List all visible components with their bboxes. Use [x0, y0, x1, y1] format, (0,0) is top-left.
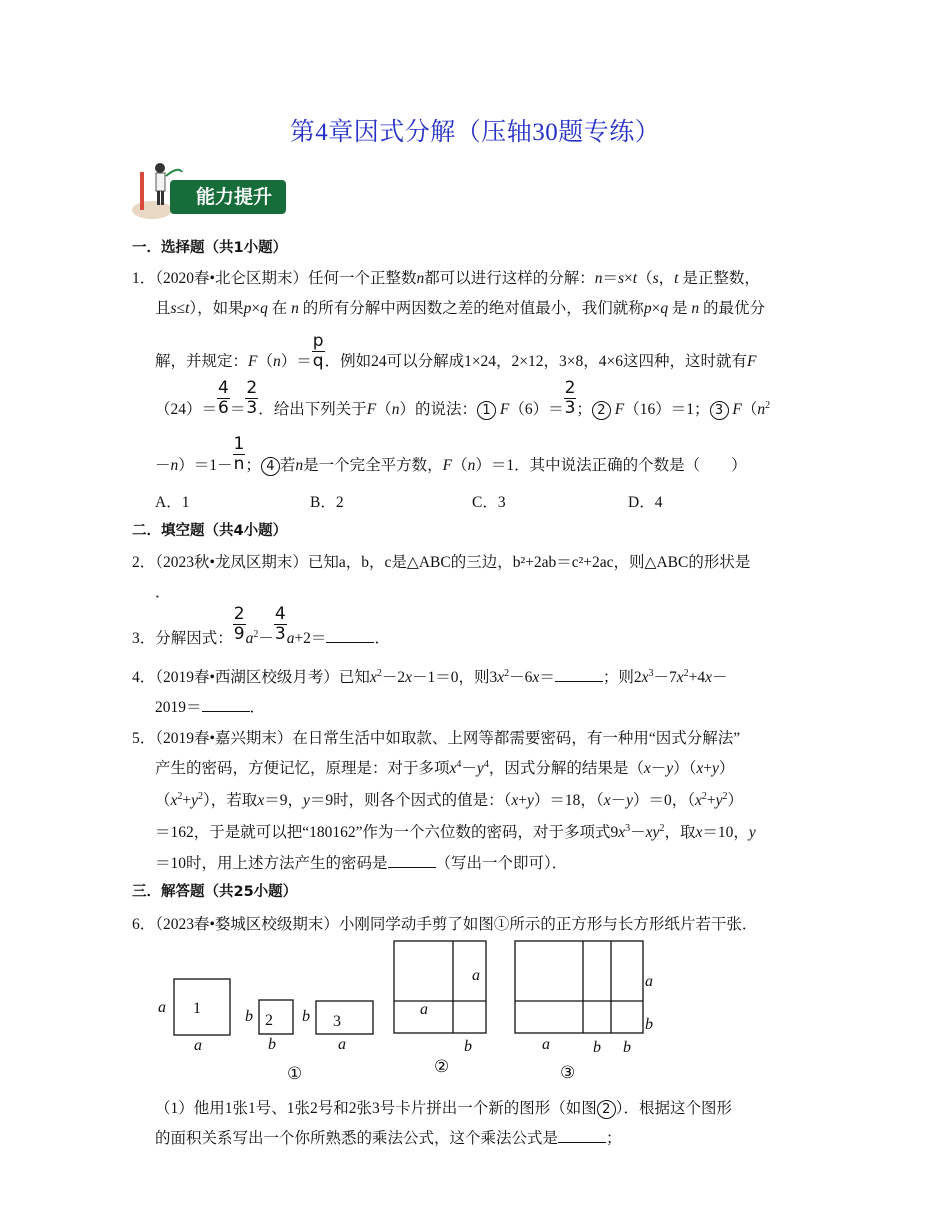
option-a[interactable]: A．1 — [155, 494, 190, 511]
card-number: 2 — [265, 1012, 273, 1029]
question-3: 3．分解因式： $\frac{2}{9}$ $a^2-$ $\frac{4}{3}$ a+2＝ ． — [132, 604, 390, 648]
section-badge — [130, 158, 290, 224]
card-number: 1 — [193, 1000, 201, 1017]
question-5-line-3: $(x^2+y^2)$，若取x＝9，y＝9时，则各个因式的值是：（x+y）＝18，（x－y）＝0，$(x^2+y^2)$ — [155, 790, 744, 809]
figure-caption: ② — [434, 1057, 450, 1076]
fig-label-b: b — [623, 1039, 631, 1056]
question-2-line-2: ． — [155, 584, 171, 601]
question-5-line-2: 产生的密码，方便记忆，原理是：对于多项$x^4-y^4$，因式分解的结果是（x－y）（x+y） — [155, 758, 735, 777]
section-heading: 三．解答题（共25小题） — [132, 884, 298, 900]
fig-label-a: a — [472, 967, 480, 984]
fig-label-a: a — [338, 1036, 346, 1053]
fig-label-b: b — [464, 1038, 472, 1055]
question-1-line-1: 1．（2020春•北仑区期末）任何一个正整数n都可以进行这样的分解：n＝s×t（s，t 是正整数， — [132, 270, 760, 287]
figure-cards — [150, 938, 670, 1084]
figure-caption: ③ — [560, 1063, 576, 1082]
fig-label-b: b — [245, 1008, 253, 1025]
card-number: 3 — [333, 1013, 341, 1030]
fig-label-a: a — [420, 1001, 428, 1018]
question-5-line-5: ＝10时，用上述方法产生的密码是 （写出一个即可）． — [155, 855, 568, 872]
fig-label-b: b — [268, 1036, 276, 1053]
question-4-line-2: 2019＝ ． — [155, 699, 266, 716]
option-d[interactable]: D．4 — [628, 494, 663, 511]
question-2-line-1: 2．（2023秋•龙凤区期末）已知a，b，c是△ABC的三边，b²+2ab＝c²+2ac，则△ABC的形状是 — [132, 554, 751, 571]
question-5-line-1: 5．（2019春•嘉兴期末）在日常生活中如取款、上网等都需要密码，有一种用“因式分解法” — [132, 730, 741, 747]
section-heading: 一．选择题（共1小题） — [132, 240, 288, 256]
fig-label-b: b — [302, 1008, 310, 1025]
question-1-line-5: －n）＝1－ $\frac{1}{n}$ ； 4 若n是一个完全平方数，F（n）＝1．其中说法正确的个数是（ ） — [155, 434, 747, 475]
fig-label-a: a — [158, 999, 166, 1016]
question-5-line-4: ＝162，于是就可以把“180162”作为一个六位数的密码，对于多项式$9x^3-xy^2$，取x＝10，y — [155, 822, 756, 841]
fig-label-b: b — [593, 1039, 601, 1056]
question-1-line-3: 解，并规定：F（n）＝ $\frac{p}{q}$ ．例如24可以分解成1×24，2×12，3×8，4×6这四种，这时就有F — [155, 331, 757, 371]
page-title: 第4章因式分解（压轴30题专练） — [289, 119, 661, 146]
question-6-sub-1-line-1: （1）他用1张1号、1张2号和2张3号卡片拼出一个新的图形（如图 2 ）．根据这个图形 — [155, 1100, 733, 1117]
section-heading: 二．填空题（共4小题） — [132, 523, 288, 539]
option-b[interactable]: B．2 — [310, 494, 344, 511]
fig-label-a: a — [542, 1036, 550, 1053]
question-1-line-4: （24）＝ $\frac{4}{6}$ ＝ $\frac{2}{3}$ ．给出下列关于F（n）的说法： 1 F（6）＝ $\frac{2}{3}$ ； 2 F（16）＝1； 3 $F(n^2$ — [155, 378, 771, 419]
question-6-sub-1-line-2: 的面积关系写出一个你所熟悉的乘法公式，这个乘法公式是 ； — [155, 1130, 622, 1147]
fig-label-a: a — [194, 1037, 202, 1054]
option-c[interactable]: C．3 — [472, 494, 506, 511]
question-1-line-2: 且s≤t），如果p×q 在 n 的所有分解中两因数之差的绝对值最小，我们就称p×q 是 n 的最优分 — [155, 300, 765, 317]
figure-caption: ① — [287, 1064, 303, 1083]
badge-label: 能力提升 — [170, 180, 286, 214]
fig-label-a: a — [645, 973, 653, 990]
question-4-line-1: 4．（2019春•西湖区校级月考）已知$x^2-2x-1=0$，则$3x^2-6x=$ ；则$2x^3-7x^2+4x-$ — [132, 667, 728, 686]
fig-label-b: b — [645, 1016, 653, 1033]
question-6-line-1: 6．（2023春•婺城区校级期末）小刚同学动手剪了如图①所示的正方形与长方形纸片若干张． — [132, 916, 758, 933]
